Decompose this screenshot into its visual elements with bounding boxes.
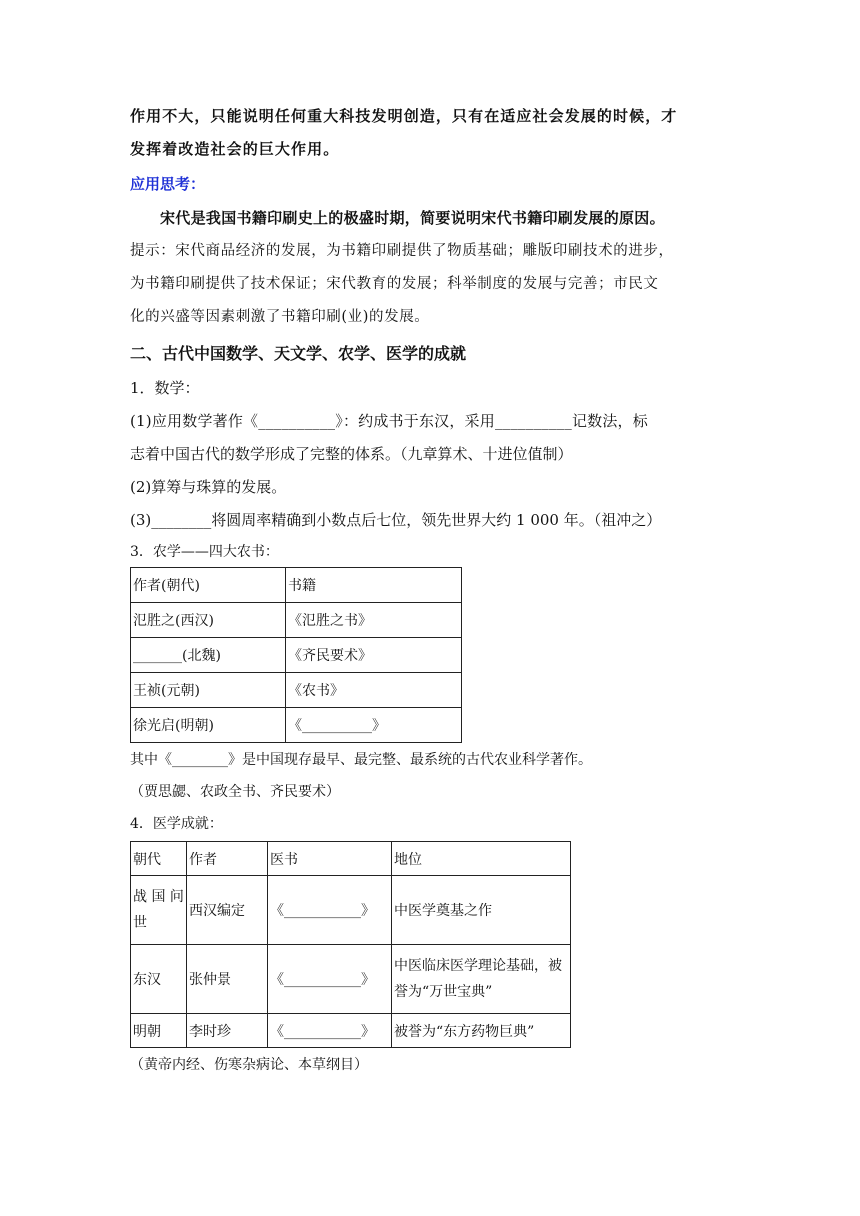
header-author: 作者(朝代) <box>131 568 286 603</box>
cell-dynasty: 东汉 <box>131 945 187 1014</box>
cell-book: 《农书》 <box>286 673 462 708</box>
cell-dynasty: 明朝 <box>131 1014 187 1048</box>
table-row <box>131 1014 571 1048</box>
agri-table <box>130 567 462 743</box>
hint-line-1: 提示：宋代商品经济的发展，为书籍印刷提供了物质基础；雕版印刷技术的进步， <box>130 243 674 259</box>
cell-author: 张仲景 <box>187 945 268 1014</box>
math-line-4: (3)________将圆周率精确到小数点后七位，领先世界大约 1 000 年。（祖冲之） <box>130 511 662 529</box>
medicine-answer: （黄帝内经、伤寒杂病论、本草纲目） <box>130 1057 368 1073</box>
cell-book: 《___________》 <box>268 945 392 1014</box>
medicine-table <box>130 841 571 1048</box>
document-page <box>130 100 730 1082</box>
medicine-heading: 4．医学成就： <box>130 816 223 832</box>
header-author: 作者 <box>187 842 268 876</box>
table-row <box>131 876 571 945</box>
cell-author: 西汉编定 <box>187 876 268 945</box>
cell-book: 《___________》 <box>268 1014 392 1048</box>
hint-line-3: 化的兴盛等因素刺激了书籍印刷(业)的发展。 <box>130 309 430 325</box>
cell-status: 中医临床医学理论基础，被誉为“万世宝典” <box>392 945 571 1014</box>
table-row <box>131 708 462 743</box>
cell-book: 《___________》 <box>268 876 392 945</box>
header-book: 医书 <box>268 842 392 876</box>
hint-line-2: 为书籍印刷提供了技术保证；宋代教育的发展；科举制度的发展与完善；市民文 <box>130 276 659 292</box>
math-heading: 1．数学： <box>130 379 200 397</box>
section-title: 二、古代中国数学、天文学、农学、医学的成就 <box>130 344 467 363</box>
cell-author: 氾胜之(西汉) <box>131 603 286 638</box>
table-header-row <box>131 842 571 876</box>
cell-dynasty: 战 国 问 世 <box>131 876 187 945</box>
cell-book: 《齐民要术》 <box>286 638 462 673</box>
agri-note: 其中《________》是中国现存最早、最完整、最系统的古代农业科学著作。 <box>130 752 592 768</box>
table-header-row <box>131 568 462 603</box>
cell-status: 被誉为“东方药物巨典” <box>392 1014 571 1048</box>
agri-heading: 3．农学——四大农书： <box>130 544 279 560</box>
math-line-3: (2)算筹与珠算的发展。 <box>130 478 287 496</box>
cell-book: 《__________》 <box>286 708 462 743</box>
header-book: 书籍 <box>286 568 462 603</box>
agri-answer: （贾思勰、农政全书、齐民要术） <box>130 784 340 800</box>
table-row <box>131 945 571 1014</box>
intro-line-1: 作用不大，只能说明任何重大科技发明创造，只有在适应社会发展的时候，才 <box>130 107 678 125</box>
cell-author: 徐光启(明朝) <box>131 708 286 743</box>
header-dynasty: 朝代 <box>131 842 187 876</box>
table-row <box>131 638 462 673</box>
cell-book: 《氾胜之书》 <box>286 603 462 638</box>
header-status: 地位 <box>392 842 571 876</box>
intro-line-2: 发挥着改造社会的巨大作用。 <box>130 140 340 158</box>
cell-author: 李时珍 <box>187 1014 268 1048</box>
table-row <box>131 673 462 708</box>
math-line-2: 志着中国古代的数学形成了完整的体系。（九章算术、十进位值制） <box>130 445 573 463</box>
math-line-1: (1)应用数学著作《__________》：约成书于东汉，采用__________记数法，标 <box>130 412 648 430</box>
apply-question: 宋代是我国书籍印刷史上的极盛时期，简要说明宋代书籍印刷发展的原因。 <box>160 209 665 227</box>
cell-author: 王祯(元朝) <box>131 673 286 708</box>
cell-author: _______(北魏) <box>131 638 286 673</box>
apply-heading: 应用思考： <box>130 175 206 193</box>
cell-status: 中医学奠基之作 <box>392 876 571 945</box>
table-row <box>131 603 462 638</box>
